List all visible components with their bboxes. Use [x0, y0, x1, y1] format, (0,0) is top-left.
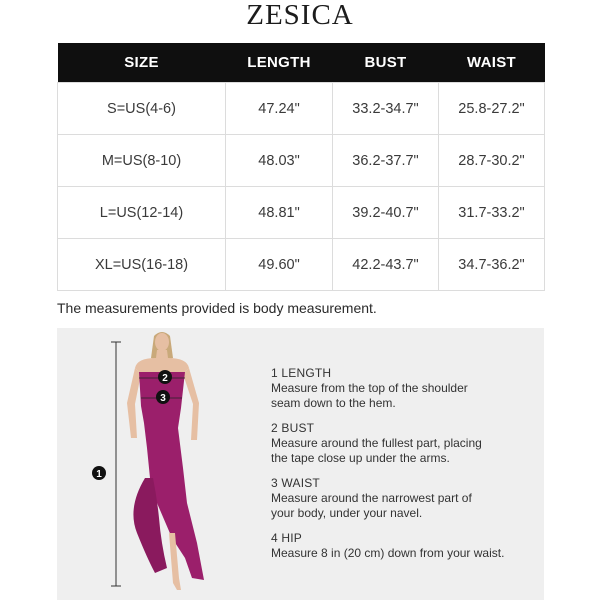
right-arm-shape — [183, 368, 199, 440]
guide-item-length — [271, 366, 536, 411]
cell-bust: 42.2-43.7" — [333, 239, 439, 291]
guide-desc-line: Measure 8 in (20 cm) down from your waist. — [271, 546, 505, 560]
cell-bust: 39.2-40.7" — [333, 187, 439, 239]
guide-desc-line: Measure around the narrowest part of — [271, 491, 472, 505]
left-arm-shape — [127, 368, 141, 438]
header-waist: WAIST — [439, 43, 545, 83]
guide-title: 2 BUST — [271, 421, 315, 435]
guide-title: 1 LENGTH — [271, 366, 332, 380]
measurement-note: The measurements provided is body measurement. — [57, 300, 377, 316]
header-size: SIZE — [58, 43, 226, 83]
cell-bust: 36.2-37.7" — [333, 135, 439, 187]
guide-desc-line: Measure around the fullest part, placing — [271, 436, 482, 450]
cell-waist: 34.7-36.2" — [439, 239, 545, 291]
marker-bust — [158, 370, 172, 384]
table-header-row — [58, 43, 545, 83]
table-row — [58, 239, 545, 291]
table-row — [58, 187, 545, 239]
cell-waist: 31.7-33.2" — [439, 187, 545, 239]
guide-desc-line: the tape close up under the arms. — [271, 451, 450, 465]
measurement-guide-panel — [57, 328, 544, 600]
cell-length: 48.81" — [226, 187, 333, 239]
marker-waist — [156, 390, 170, 404]
cell-size: S=US(4-6) — [58, 83, 226, 135]
shoulders-shape — [135, 358, 189, 372]
marker-bust-label: 2 — [162, 373, 168, 384]
cell-waist: 25.8-27.2" — [439, 83, 545, 135]
marker-length-label: 1 — [96, 469, 102, 480]
marker-waist-label: 3 — [160, 393, 166, 404]
guide-title: 4 HIP — [271, 531, 303, 545]
guide-desc-line: seam down to the hem. — [271, 396, 396, 410]
table-row — [58, 83, 545, 135]
guide-item-bust — [271, 421, 536, 466]
guide-item-waist — [271, 476, 536, 521]
cell-length: 49.60" — [226, 239, 333, 291]
header-length: LENGTH — [226, 43, 333, 83]
head-shape — [155, 333, 169, 351]
cell-size: M=US(8-10) — [58, 135, 226, 187]
cell-waist: 28.7-30.2" — [439, 135, 545, 187]
guide-title: 3 WAIST — [271, 476, 320, 490]
neck-shape — [156, 350, 168, 358]
cell-length: 48.03" — [226, 135, 333, 187]
guide-desc-line: Measure from the top of the shoulder — [271, 381, 468, 395]
guide-desc-line: your body, under your navel. — [271, 506, 423, 520]
table-row — [58, 135, 545, 187]
size-chart-table — [57, 43, 545, 291]
guide-item-hip — [271, 531, 536, 561]
measurement-instructions — [271, 366, 536, 571]
marker-length — [92, 466, 106, 480]
header-bust: BUST — [333, 43, 439, 83]
cell-bust: 33.2-34.7" — [333, 83, 439, 135]
cell-size: L=US(12-14) — [58, 187, 226, 239]
brand-logo: ZESICA — [246, 0, 354, 31]
cell-size: XL=US(16-18) — [58, 239, 226, 291]
cell-length: 47.24" — [226, 83, 333, 135]
